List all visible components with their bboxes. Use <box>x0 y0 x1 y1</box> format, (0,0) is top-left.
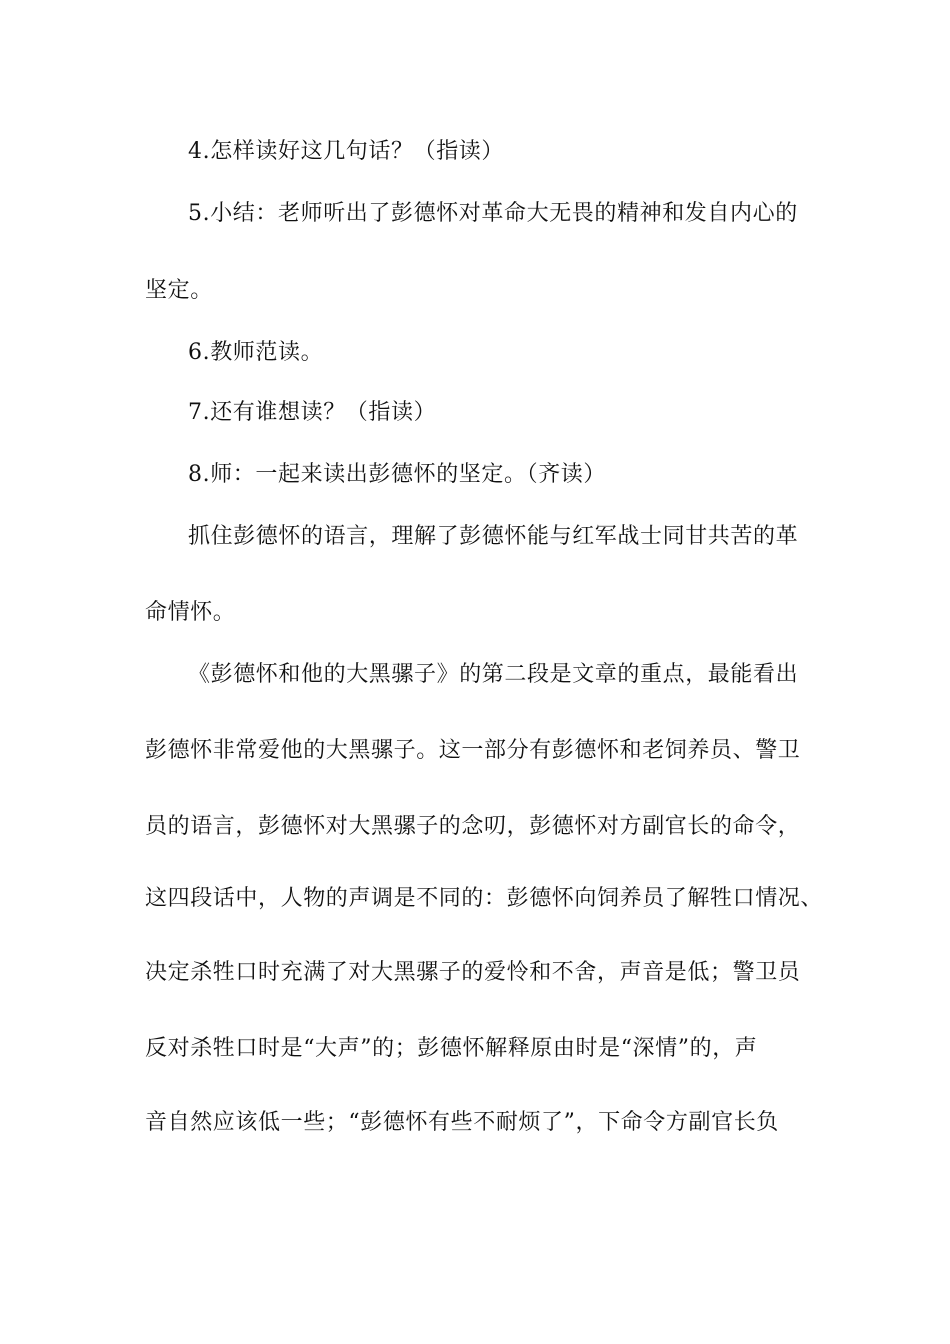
text-line: 员的语言，彭德怀对大黑骡子的念叨，彭德怀对方副官长的命令， <box>145 814 801 839</box>
text-line: 7.还有谁想读？（指读） <box>188 400 437 425</box>
text-line: 抓住彭德怀的语言，理解了彭德怀能与红军战士同甘共苦的革 <box>188 524 799 549</box>
text-line: 彭德怀非常爱他的大黑骡子。这一部分有彭德怀和老饲养员、警卫 <box>145 738 801 763</box>
text-line: 反对杀牲口时是“大声”的；彭德怀解释原由时是“深情”的，声 <box>145 1036 758 1061</box>
text-line: 坚定。 <box>145 278 213 303</box>
text-line: 命情怀。 <box>145 600 236 625</box>
text-line: 8.师：一起来读出彭德怀的坚定。（齐读） <box>188 462 606 487</box>
text-line: 5.小结：老师听出了彭德怀对革命大无畏的精神和发自内心的 <box>188 201 798 226</box>
text-line: 决定杀牲口时充满了对大黑骡子的爱怜和不舍，声音是低；警卫员 <box>145 960 801 985</box>
text-line: 这四段话中，人物的声调是不同的：彭德怀向饲养员了解牲口情况、 <box>145 886 824 911</box>
text-line: 《彭德怀和他的大黑骡子》的第二段是文章的重点，最能看出 <box>188 662 799 687</box>
text-line: 6.教师范读。 <box>188 340 324 365</box>
text-line: 4.怎样读好这几句话？（指读） <box>188 139 504 164</box>
text-line: 音自然应该低一些；“彭德怀有些不耐烦了”，下命令方副官长负 <box>145 1110 779 1135</box>
